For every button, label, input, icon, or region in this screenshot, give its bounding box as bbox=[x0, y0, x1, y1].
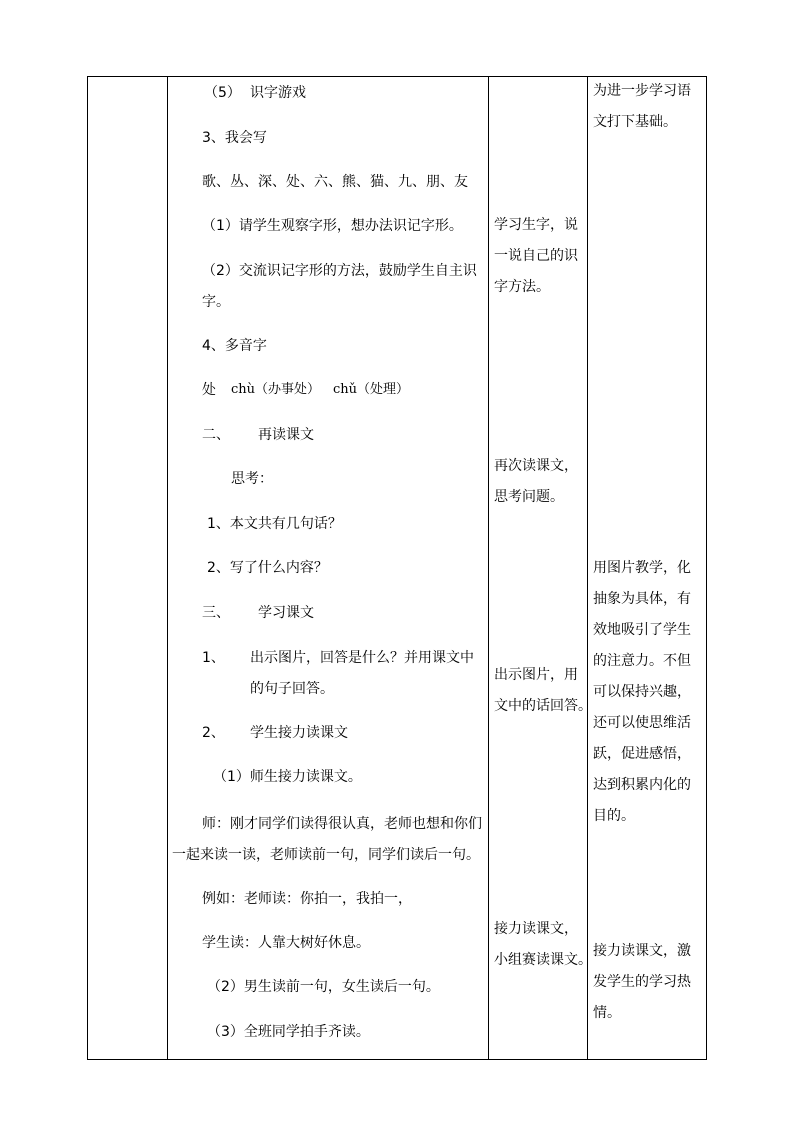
section-title: 再读课文 bbox=[258, 427, 314, 443]
activity-num: 2、 bbox=[202, 725, 225, 741]
activity-text: 4、多音字 bbox=[202, 338, 267, 354]
activity-num: （5） bbox=[204, 85, 241, 101]
column-divider-2 bbox=[488, 76, 489, 1060]
activity-text: （3）全班同学拍手齐读。 bbox=[207, 1024, 370, 1040]
activity-text: 的句子回答。 bbox=[250, 681, 334, 697]
table-left-border bbox=[87, 76, 88, 1060]
section-num: 三、 bbox=[202, 605, 230, 621]
section-num: 二、 bbox=[202, 427, 230, 443]
column-divider-3 bbox=[587, 76, 588, 1060]
activity-text: 3、我会写 bbox=[202, 130, 267, 146]
activity-text: 例如：老师读：你拍一，我拍一， bbox=[202, 891, 412, 907]
activity-text: 识字游戏 bbox=[250, 85, 306, 101]
intent-block: 为进一步学习语 文打下基础。 bbox=[593, 83, 691, 130]
polyphone-char: 处 bbox=[202, 382, 216, 398]
activity-text: 学生读：人靠大树好休息。 bbox=[202, 935, 370, 951]
activity-text: 师：刚才同学们读得很认真，老师也想和你们 bbox=[202, 816, 482, 832]
activity-text: 歌、丛、深、处、六、熊、猫、九、朋、友 bbox=[202, 174, 468, 190]
student-block: 学习生字，说 一说自己的识 字方法。 bbox=[494, 217, 578, 295]
polyphone-reading: chǔ（处理） bbox=[333, 382, 410, 397]
activity-text: （2）交流识记字形的方法，鼓励学生自主识 bbox=[202, 263, 477, 279]
activity-text: （1）请学生观察字形，想办法识记字形。 bbox=[202, 218, 463, 234]
activity-text: 2、写了什么内容？ bbox=[207, 560, 328, 576]
table-right-border bbox=[706, 76, 707, 1060]
intent-block: 用图片教学，化 抽象为具体，有 效地吸引了学生 的注意力。不但 可以保持兴趣， 还可以使思维活 跃，促进感悟， 达到积累内化的 目的。 bbox=[593, 560, 691, 824]
intent-block: 接力读课文，激 发学生的学习热 情。 bbox=[593, 943, 691, 1021]
activity-text: 学生接力读课文 bbox=[250, 725, 348, 741]
activity-num: 1、 bbox=[202, 650, 225, 666]
student-block: 接力读课文， 小组赛读课文。 bbox=[494, 921, 592, 968]
polyphone-reading: chù（办事处） bbox=[231, 382, 321, 397]
activity-text: （1）师生接力读课文。 bbox=[213, 769, 362, 785]
activity-text: （2）男生读前一句，女生读后一句。 bbox=[207, 979, 440, 995]
section-title: 学习课文 bbox=[258, 605, 314, 621]
table-bottom-border bbox=[87, 1059, 707, 1060]
activity-text: 字。 bbox=[202, 294, 230, 310]
student-block: 出示图片，用 文中的话回答。 bbox=[494, 667, 592, 714]
student-block: 再次读课文， 思考问题。 bbox=[494, 458, 578, 505]
activity-text: 一起来读一读，老师读前一句，同学们读后一句。 bbox=[172, 847, 480, 863]
activity-text: 出示图片，回答是什么？并用课文中 bbox=[250, 650, 474, 666]
column-divider-1 bbox=[167, 76, 168, 1060]
activity-text: 思考： bbox=[231, 471, 273, 487]
activity-text: 1、本文共有几句话？ bbox=[207, 516, 342, 532]
